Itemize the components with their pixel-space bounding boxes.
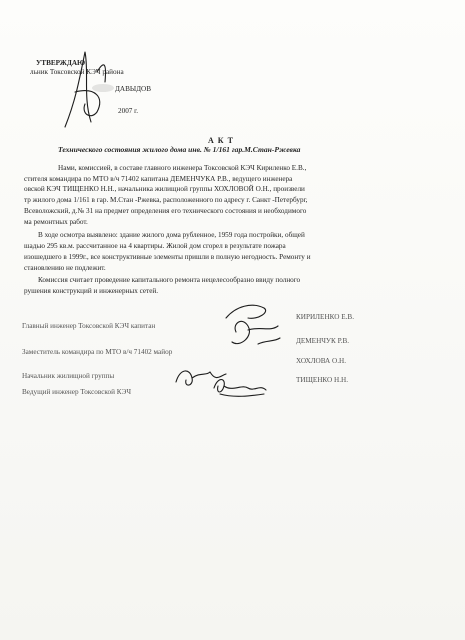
body-line-7: В ходе осмотра выявлено: здание жилого дома рубленное, 1959 года постройки, общей [38,231,305,239]
body-line-2: стителя командира по МТО в/ч 71402 капитана ДЕМЕНЧУКА Р.В., ведущего инженера [24,175,293,183]
signatory-position-4: Ведущий инженер Токсовской КЭЧ [22,388,132,396]
signatory-position-1: Главный инженер Токсовской КЭЧ капитан [22,322,156,330]
body-line-6: ма ремонтных работ. [24,218,88,226]
body-line-1: Нами, комиссией, в составе главного инженера Токсовской КЭЧ Кириленко Е.В., [58,164,307,172]
approval-line-3: 2007 г. [118,107,139,115]
act-subtitle: Технического состояния жилого дома инв. № 1/161 гар.М.Стан-Ржевка [58,145,301,154]
signatory-name-4: ТИЩЕНКО Н.Н. [296,376,348,384]
signatory-position-2: Заместитель командира по МТО в/ч 71402 майор [22,348,173,356]
signature-1 [218,296,288,356]
signatory-name-1: КИРИЛЕНКО Е.В. [296,313,355,321]
signatory-position-3: Начальник жилищной группы [22,372,115,380]
body-line-12: рушения конструкций и инженерных сетей. [24,287,159,295]
body-line-10: становлению не подлежит. [24,264,106,272]
body-line-11: Комиссия считает проведение капитального ремонта нецелесообразно ввиду полного [38,276,301,284]
body-line-4: тр жилого дома 1/161 в гар. М.Стан -Ржевка, расположенного по адресу г. Санкт -Петербург, [24,196,308,204]
act-heading: А К Т [208,136,234,145]
signatory-name-2: ДЕМЕНЧУК Р.В. [296,337,350,345]
signatory-name-3: ХОХЛОВА О.Н. [296,357,347,365]
body-line-8: шадью 295 кв.м. рассчитанное на 4 квартиры. Жилой дом сгорел в результате пожара [24,242,286,250]
approval-title: УТВЕРЖДАЮ [36,59,86,67]
body-line-9: изошедшего в 1999г., все конструктивные элементы пришли в полную негодность. Ремонту и [24,253,311,261]
body-line-3: овской КЭЧ ТИЩЕНКО Н.Н., начальника жилищной группы ХОХЛОВОЙ О.Н., произвели [24,185,305,193]
approval-line-2: ДАВЫДОВ [115,85,152,93]
body-line-5: Всеволожский, д.№ 31 на предмет определения его технического состояния и необходимого [24,207,307,215]
approval-line-1: льник Токсовской КЭЧ района [30,68,124,76]
stamp-smudge [92,84,114,92]
signature-4 [208,372,270,400]
